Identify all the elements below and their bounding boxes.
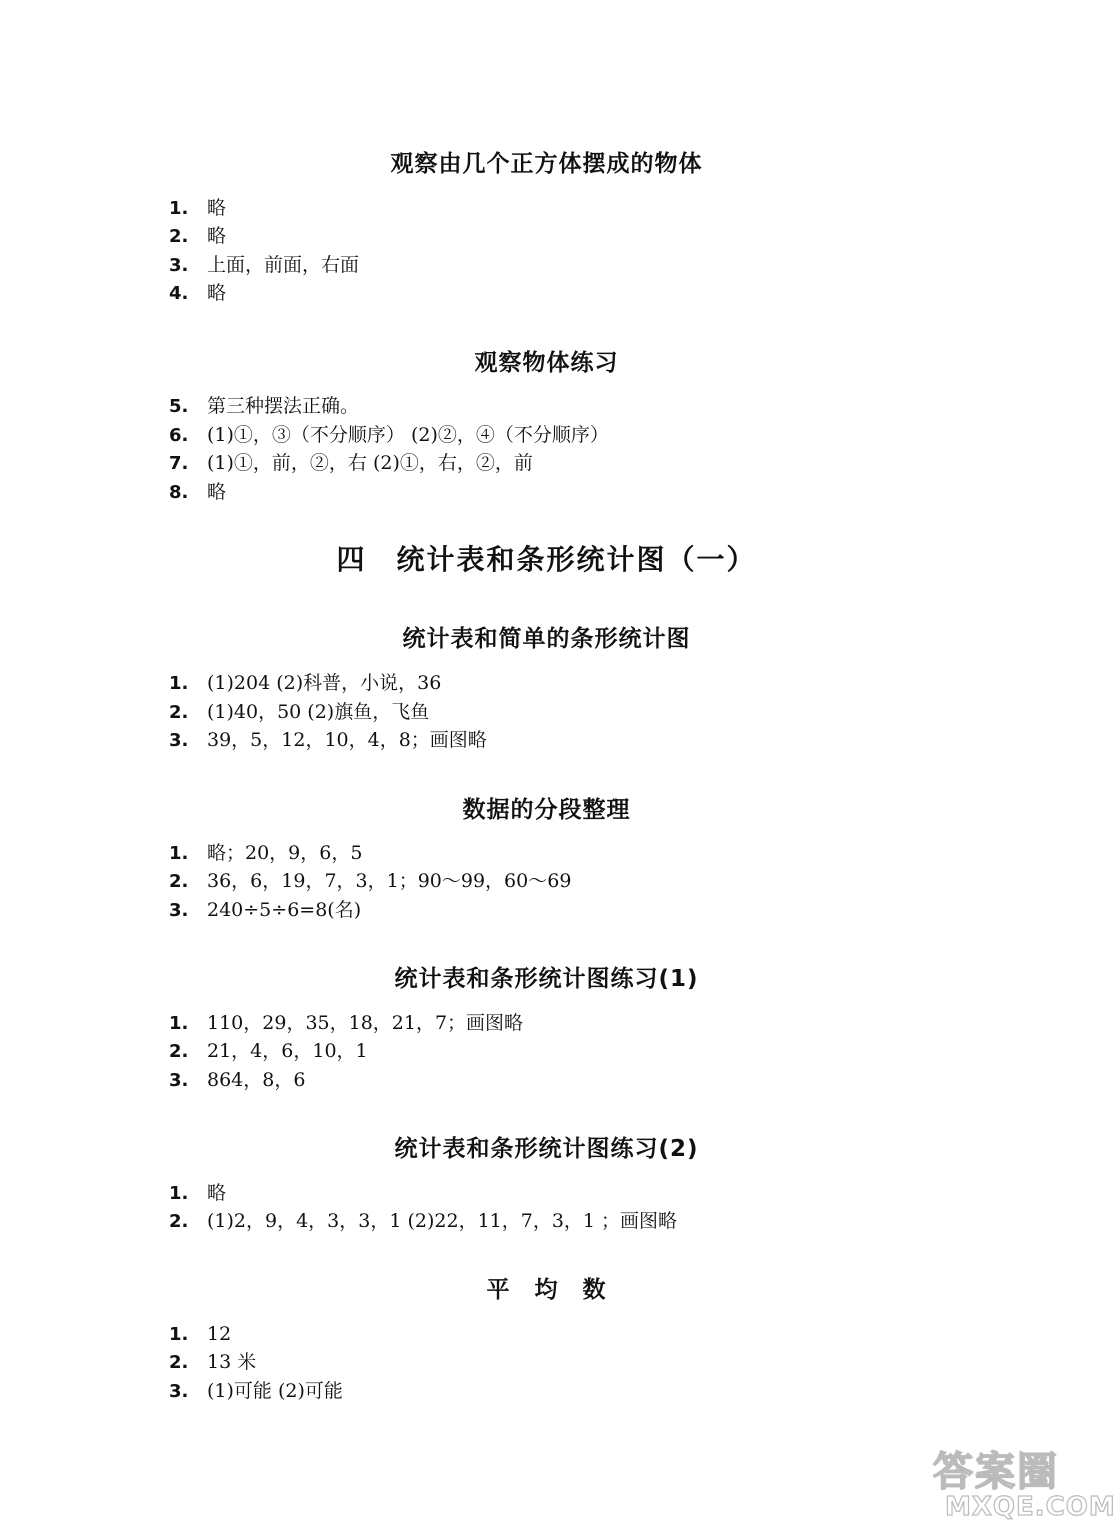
item-number: 2. — [169, 1352, 189, 1373]
item-text: 略 — [207, 225, 227, 247]
watermark-logo — [915, 1440, 1116, 1530]
answer-item — [169, 222, 226, 250]
item-number: 8. — [169, 482, 189, 503]
item-text: 略 — [207, 1182, 227, 1204]
answer-item — [169, 251, 359, 279]
section-title: 统计表和简单的条形统计图 — [402, 626, 691, 652]
item-text: 略；20，9，6，5 — [207, 842, 363, 864]
answer-item — [169, 1179, 226, 1207]
item-text: (1)可能 (2)可能 — [207, 1380, 343, 1402]
item-number: 1. — [169, 198, 189, 219]
item-number: 4. — [169, 283, 189, 304]
answer-item — [169, 867, 571, 895]
answer-item — [169, 1066, 305, 1094]
answer-item — [169, 1320, 231, 1348]
section-title: 观察由几个正方体摆成的物体 — [390, 151, 703, 177]
answer-item — [169, 449, 533, 477]
item-text: 39，5，12，10，4，8；画图略 — [207, 729, 487, 751]
item-number: 2. — [169, 1041, 189, 1062]
section-title: 数据的分段整理 — [462, 797, 631, 823]
item-number: 3. — [169, 1381, 189, 1402]
item-text: (1)2，9，4，3，3，1 (2)22，11，7，3，1 ；画图略 — [207, 1210, 678, 1232]
chapter-title: 四 统计表和条形统计图（一） — [336, 543, 757, 576]
item-text: 21，4，6，10，1 — [207, 1040, 368, 1062]
item-text: 略 — [207, 197, 227, 219]
item-number: 3. — [169, 730, 189, 751]
answer-item — [169, 698, 429, 726]
item-number: 5. — [169, 396, 189, 417]
item-text: 36，6，19，7，3，1；90～99，60～69 — [207, 870, 572, 892]
item-number: 1. — [169, 673, 189, 694]
item-number: 1. — [169, 1013, 189, 1034]
item-number: 2. — [169, 226, 189, 247]
item-number: 3. — [169, 900, 189, 921]
item-text: (1)204 (2)科普，小说，36 — [207, 672, 442, 694]
item-number: 3. — [169, 1070, 189, 1091]
item-text: 第三种摆法正确。 — [207, 395, 360, 417]
watermark-en: MXQE.COM — [945, 1492, 1116, 1522]
item-text: (1)①，③（不分顺序） (2)②，④（不分顺序） — [207, 424, 609, 446]
item-text: 上面，前面，右面 — [207, 254, 360, 276]
item-text: 略 — [207, 282, 227, 304]
item-text: 13 米 — [207, 1351, 257, 1373]
answer-item — [169, 1009, 523, 1037]
item-number: 1. — [169, 1183, 189, 1204]
section-title: 统计表和条形统计图练习(2) — [394, 1136, 699, 1162]
answer-item — [169, 478, 226, 506]
item-number: 1. — [169, 1324, 189, 1345]
item-number: 2. — [169, 871, 189, 892]
item-number: 6. — [169, 425, 189, 446]
item-number: 3. — [169, 255, 189, 276]
item-number: 7. — [169, 453, 189, 474]
section-title: 平 均 数 — [486, 1277, 607, 1303]
item-number: 2. — [169, 702, 189, 723]
answer-item — [169, 194, 226, 222]
answer-item — [169, 1377, 343, 1405]
answer-item — [169, 896, 361, 924]
answer-item — [169, 392, 359, 420]
item-text: (1)①，前，②，右 (2)①，右，②，前 — [207, 452, 533, 474]
answer-item — [169, 1037, 368, 1065]
section-title: 统计表和条形统计图练习(1) — [394, 966, 699, 992]
item-number: 2. — [169, 1211, 189, 1232]
item-text: 略 — [207, 481, 227, 503]
answer-item — [169, 421, 609, 449]
answer-item — [169, 669, 441, 697]
answer-item — [169, 839, 362, 867]
answer-item — [169, 1207, 677, 1235]
answer-item — [169, 279, 226, 307]
item-text: 864，8，6 — [207, 1069, 306, 1091]
item-text: 240÷5÷6=8(名) — [207, 899, 362, 921]
item-text: 12 — [207, 1323, 232, 1345]
answer-item — [169, 1348, 256, 1376]
item-number: 1. — [169, 843, 189, 864]
watermark-cn: 答案圈 — [933, 1449, 1059, 1495]
section-title: 观察物体练习 — [474, 350, 619, 376]
item-text: (1)40，50 (2)旗鱼，飞鱼 — [207, 701, 430, 723]
answer-item — [169, 726, 487, 754]
item-text: 110，29，35，18，21，7；画图略 — [207, 1012, 524, 1034]
